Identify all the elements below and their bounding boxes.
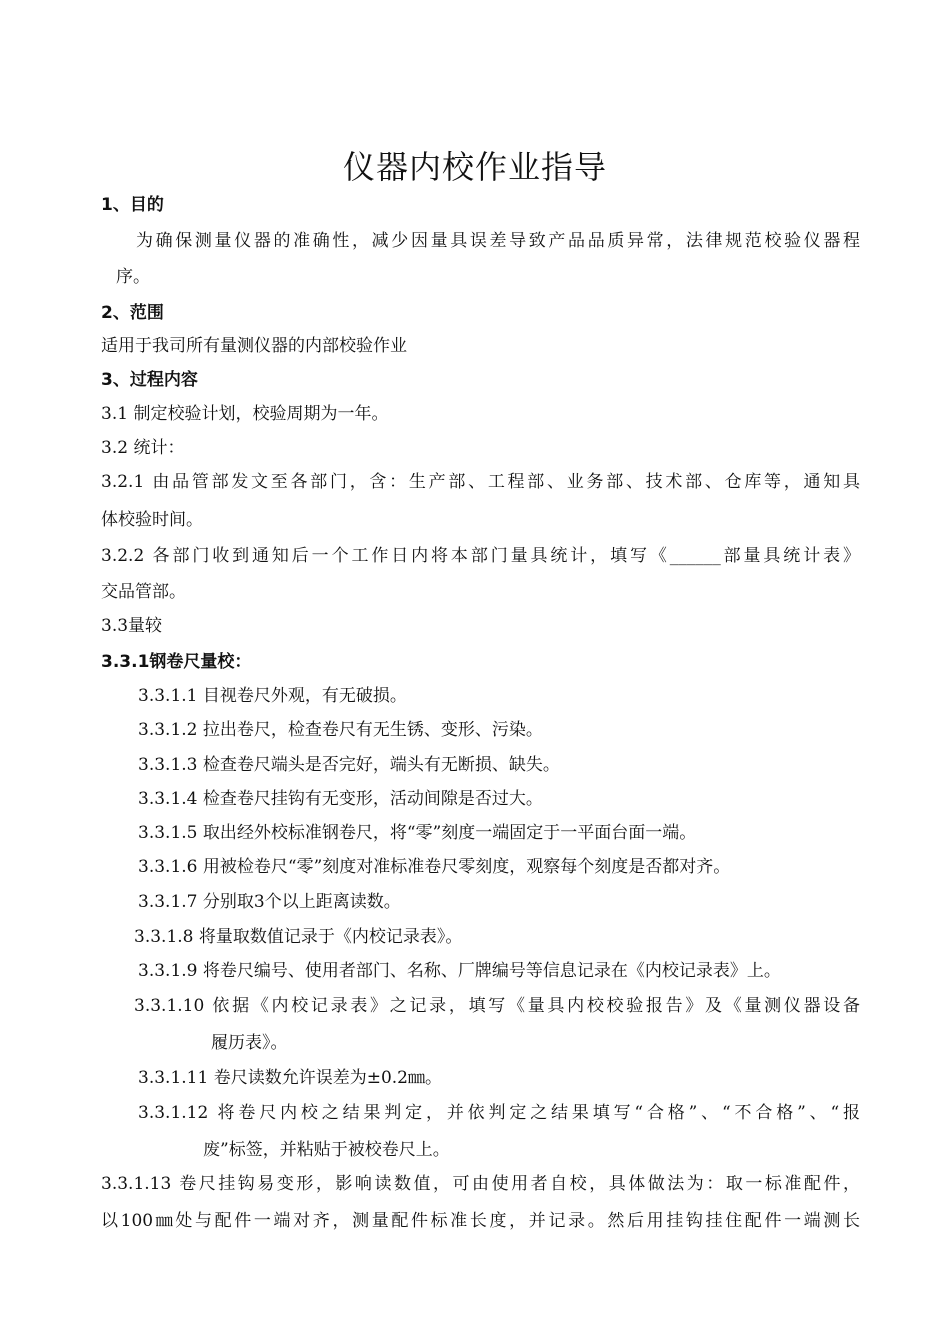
paragraph-3-2-2-line-1: 3.2.2 各部门收到通知后一个工作日内将本部门量具统计，填写《______部量具统计表》 [101,546,860,566]
list-item: 3.3.1.5 取出经外校标准钢卷尺，将“零”刻度一端固定于一平面台面一端。 [138,823,697,843]
list-item-continuation: 履历表》。 [211,1033,288,1053]
scope-text: 适用于我司所有量测仪器的内部校验作业 [101,336,407,356]
list-item: 3.3.1.2 拉出卷尺，检查卷尺有无生锈、变形、污染。 [138,720,543,740]
list-item: 3.3.1.9 将卷尺编号、使用者部门、名称、厂牌编号等信息记录在《内校记录表》上。 [138,961,781,981]
list-item: 3.3.1.3 检查卷尺端头是否完好，端头有无断损、缺失。 [138,755,560,775]
paragraph-3-1: 3.1 制定校验计划，校验周期为一年。 [101,404,389,424]
document-title: 仪器内校作业指导 [342,148,607,186]
purpose-text-line-2: 序。 [116,267,150,287]
list-item: 3.3.1.6 用被检卷尺“零”刻度对准标准卷尺零刻度，观察每个刻度是否都对齐。 [138,857,731,877]
section-heading-process: 3、过程内容 [101,370,198,390]
paragraph-3-3: 3.3量较 [101,616,163,636]
paragraph-3-2-2-line-2: 交品管部。 [101,582,186,602]
paragraph-3-3-1-13-line-1: 3.3.1.13 卷尺挂钩易变形，影响读数值，可由使用者自校，具体做法为：取一标准配件， [101,1174,860,1194]
list-item: 3.3.1.10 依据《内校记录表》之记录，填写《量具内校校验报告》及《量测仪器设备 [134,996,860,1016]
list-item: 3.3.1.8 将量取数值记录于《内校记录表》。 [134,927,463,947]
list-item: 3.3.1.7 分别取3个以上距离读数。 [138,892,401,912]
list-item: 3.3.1.4 检查卷尺挂钩有无变形，活动间隙是否过大。 [138,789,543,809]
list-item-continuation: 废”标签，并粘贴于被校卷尺上。 [203,1140,450,1160]
paragraph-3-2-1-line-2: 体校验时间。 [101,510,203,530]
list-item: 3.3.1.11 卷尺读数允许误差为±0.2㎜。 [138,1068,442,1088]
section-heading-purpose: 1、目的 [101,195,164,215]
section-heading-scope: 2、范围 [101,303,164,323]
subsection-heading-3-3-1: 3.3.1钢卷尺量校： [101,652,252,672]
list-item: 3.3.1.12 将卷尺内校之结果判定，并依判定之结果填写“合格”、“不合格”、“报 [138,1103,860,1123]
list-item: 3.3.1.1 目视卷尺外观，有无破损。 [138,686,407,706]
purpose-text-line-1: 为确保测量仪器的准确性，减少因量具误差导致产品品质异常，法律规范校验仪器程 [136,231,860,251]
paragraph-3-2-1-line-1: 3.2.1 由品管部发文至各部门，含：生产部、工程部、业务部、技术部、仓库等，通知具 [101,472,860,492]
paragraph-3-3-1-13-line-2: 以100㎜处与配件一端对齐，测量配件标准长度，并记录。然后用挂钩挂住配件一端测长 [101,1211,860,1231]
paragraph-3-2: 3.2 统计： [101,438,185,458]
